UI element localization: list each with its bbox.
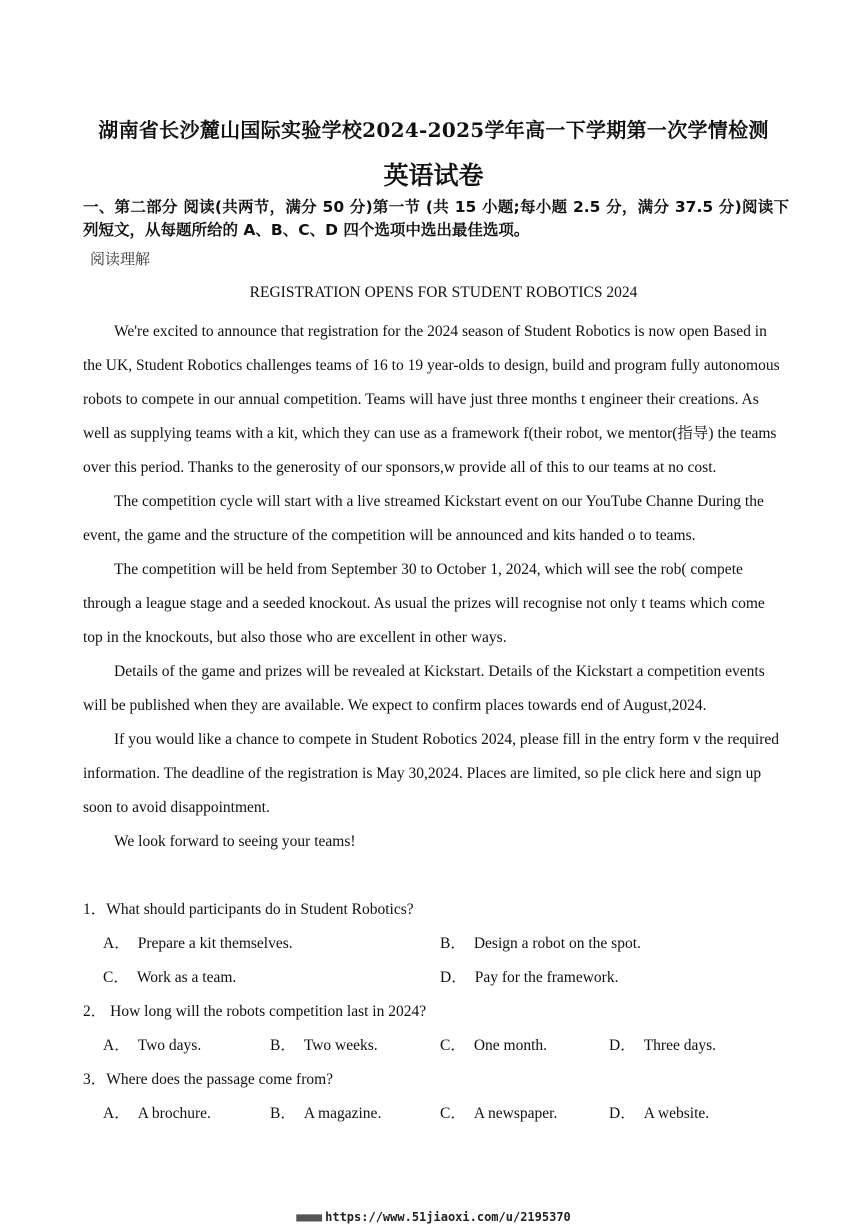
option-text: Three days. bbox=[643, 1037, 717, 1054]
passage-paragraph: We're excited to announce that registration for the 2024 season of Student Robotics is now open Based in the UK, Student Robotics challenges teams of 16 to 19 year-olds to design, build and program fully autonomous robots to compete in our annual competition. Teams will have just three months t engineer their creations. As well as supplying teams with a kit, which they can use as a framework f(their robot, we mentor(指导) the teams over this period. Thanks to the generosity of our sponsors,w provide all of this to our teams at no cost. bbox=[83, 323, 780, 476]
option-letter: A． bbox=[103, 1037, 130, 1054]
section-label: 阅读理解 bbox=[90, 250, 151, 268]
option-letter: B． bbox=[270, 1105, 296, 1122]
document-subtitle: 英语试卷 bbox=[383, 161, 484, 190]
option-letter: D． bbox=[609, 1105, 636, 1122]
question-stem: 3．Where does the passage come from? bbox=[83, 1071, 334, 1088]
option-text: Prepare a kit themselves. bbox=[137, 935, 293, 952]
document-title: 湖南省长沙麓山国际实验学校2024-2025学年高一下学期第一次学情检测 bbox=[98, 118, 769, 142]
passage-paragraph: The competition will be held from September 30 to October 1, 2024, which will see the rob( compete through a league stage and a seeded knockout. As usual the prizes will recognise not only t teams which come top in the knockouts, but also those who are excellent in other ways. bbox=[83, 561, 765, 646]
option-row bbox=[83, 927, 786, 961]
option-a bbox=[103, 1097, 211, 1131]
passage-paragraph: The competition cycle will start with a live streamed Kickstart event on our YouTube Channe During the event, the game and the structure of the competition will be announced and kits handed o to teams. bbox=[83, 493, 764, 544]
option-b bbox=[440, 927, 641, 961]
passage-paragraph: We look forward to seeing your teams! bbox=[114, 833, 356, 850]
option-letter: C． bbox=[440, 1037, 466, 1054]
section-instructions: 一、第二部分 阅读(共两节，满分 50 分)第一节 (共 15 小题;每小题 2.5 分，满分 37.5 分)阅读下列短文，从每题所给的 A、B、C、D 四个选项中选出最佳选项。 bbox=[83, 198, 789, 239]
option-text: A brochure. bbox=[137, 1105, 211, 1122]
option-row bbox=[83, 1029, 786, 1063]
option-text: Work as a team. bbox=[136, 969, 237, 986]
option-letter: C． bbox=[440, 1105, 466, 1122]
option-letter: D． bbox=[609, 1037, 636, 1054]
passage-title: REGISTRATION OPENS FOR STUDENT ROBOTICS 2024 bbox=[249, 284, 638, 301]
option-text: Two weeks. bbox=[303, 1037, 378, 1054]
passage-body bbox=[83, 315, 786, 859]
option-b bbox=[270, 1097, 381, 1131]
option-a bbox=[103, 1029, 201, 1063]
option-text: Design a robot on the spot. bbox=[473, 935, 641, 952]
option-letter: C． bbox=[103, 969, 129, 986]
option-text: A newspaper. bbox=[473, 1105, 558, 1122]
option-d bbox=[440, 961, 618, 995]
option-c bbox=[103, 961, 236, 995]
option-c bbox=[440, 1097, 557, 1131]
option-letter: D． bbox=[440, 969, 467, 986]
option-a bbox=[103, 927, 293, 961]
option-letter: A． bbox=[103, 935, 130, 952]
option-letter: B． bbox=[270, 1037, 296, 1054]
option-letter: A． bbox=[103, 1105, 130, 1122]
option-text: A website. bbox=[643, 1105, 710, 1122]
option-text: A magazine. bbox=[303, 1105, 382, 1122]
option-b bbox=[270, 1029, 378, 1063]
question-stem: 2． How long will the robots competition last in 2024? bbox=[83, 1003, 427, 1020]
footer-watermark bbox=[0, 1210, 867, 1224]
footer-mark: ■■■■ bbox=[296, 1210, 322, 1224]
option-row bbox=[83, 961, 786, 995]
option-d bbox=[609, 1097, 709, 1131]
option-letter: B． bbox=[440, 935, 466, 952]
option-row bbox=[83, 1097, 786, 1131]
question-list bbox=[83, 893, 786, 1131]
option-c bbox=[440, 1029, 547, 1063]
passage-paragraph: Details of the game and prizes will be revealed at Kickstart. Details of the Kickstart a competition events will be published when they are available. We expect to confirm places towards end of August,2024. bbox=[83, 663, 765, 714]
footer-url: https://www.51jiaoxi.com/u/2195370 bbox=[325, 1210, 571, 1224]
option-text: Two days. bbox=[137, 1037, 202, 1054]
option-d bbox=[609, 1029, 716, 1063]
option-text: One month. bbox=[473, 1037, 548, 1054]
passage-paragraph: If you would like a chance to compete in Student Robotics 2024, please fill in the entry form v the required information. The deadline of the registration is May 30,2024. Places are limited, so ple click here and sign up soon to avoid disappointment. bbox=[83, 731, 780, 816]
question-stem: 1．What should participants do in Student Robotics? bbox=[83, 901, 414, 918]
option-text: Pay for the framework. bbox=[474, 969, 619, 986]
